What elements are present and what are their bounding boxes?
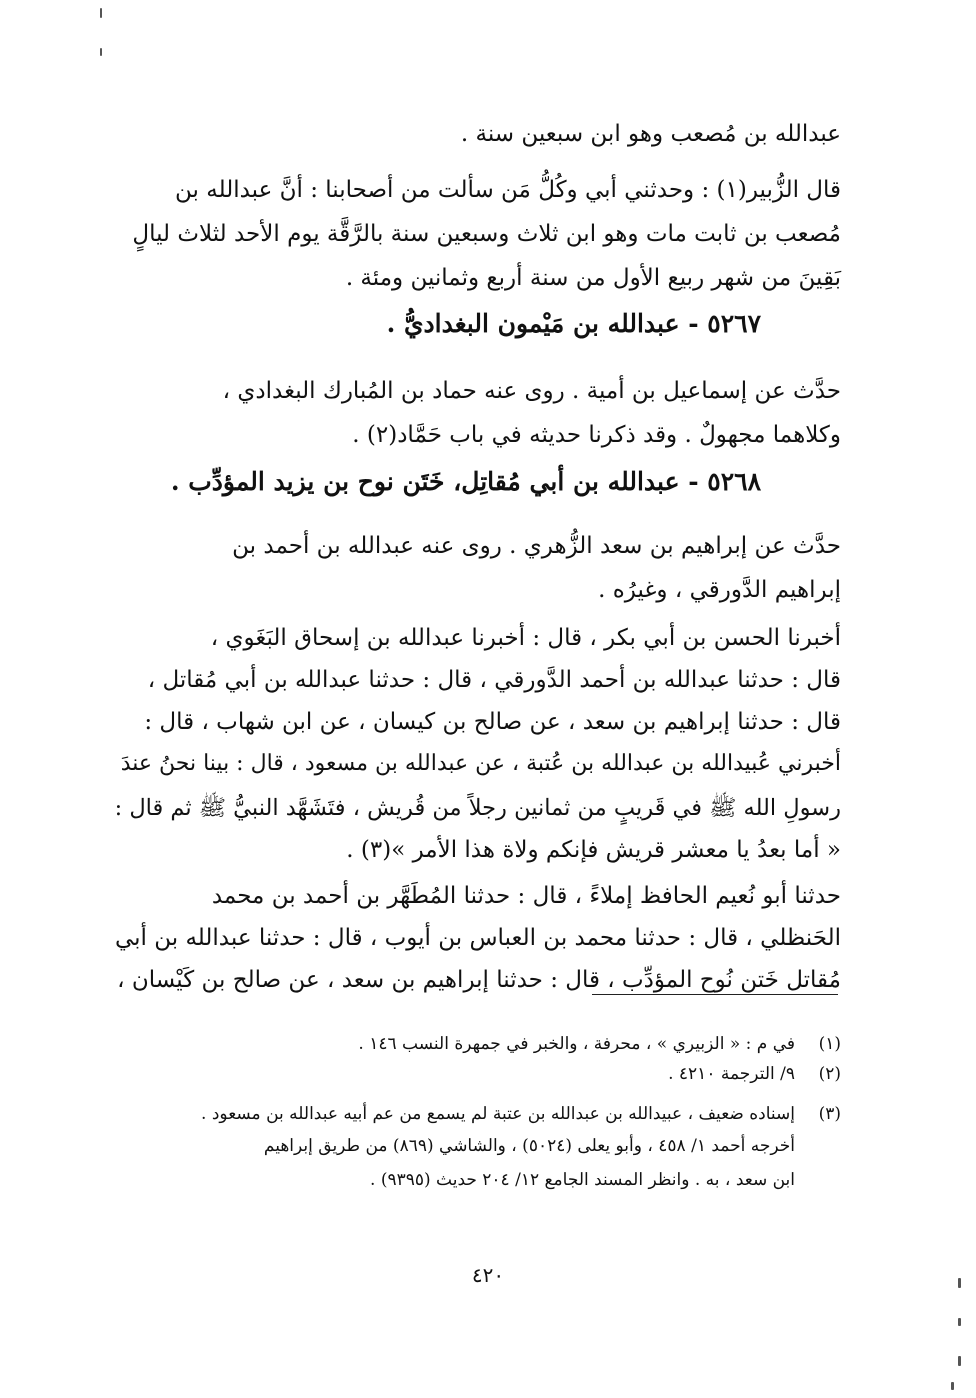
text-line: قال : حدثنا إبراهيم بن سعد ، عن صالح بن كيسان ، عن ابن شهاب ، قال : (144, 709, 841, 735)
text-line: بَقِينَ من شهر ربيع الأول من سنة أربع وثمانين ومئة . (345, 265, 841, 291)
text-line: قال الزُّبير(١) : وحدثني أبي وكُلُّ مَن سألت من أصحابنا : أنَّ عبدالله بن (175, 177, 841, 203)
footnote-number: (٣) (818, 1104, 841, 1124)
entry-heading-5267: ٥٢٦٧ - عبدالله بن مَيْمون البغداديُّ . (386, 309, 761, 338)
footnote-3-continuation: أخرجه أحمد ١/ ٤٥٨ ، وأبو يعلى (٥٠٢٤) ، والشاشي (٨٦٩) من طريق إبراهيم (263, 1136, 795, 1156)
text-line: إبراهيم الدَّورقي ، وغيرُه . (598, 577, 841, 603)
text-line: « أما بعدُ يا معشر قريش فإنكم ولاة هذا الأمر »(٣) . (346, 837, 841, 863)
text-line: حدَّث عن إسماعيل بن أمية . روى عنه حماد بن المُبارك البغدادي ، (222, 378, 841, 404)
text-line: حدَّث عن إبراهيم بن سعد الزُّهري . روى عنه عبدالله بن أحمد بن (232, 533, 841, 559)
footnote-number: (٢) (818, 1064, 841, 1084)
scan-speck (951, 1382, 954, 1390)
scan-speck (958, 1318, 961, 1326)
scan-speck (100, 48, 102, 56)
text-line: الحَنظلي ، قال : حدثنا محمد بن العباس بن أيوب ، قال : حدثنا عبدالله بن أبي (114, 925, 841, 951)
text-line: عبدالله بن مُصعب وهو ابن سبعين سنة . (460, 121, 841, 147)
scan-speck (958, 1278, 961, 1288)
footnote-text: ٩/ الترجمة ٤٢١٠ . (668, 1064, 795, 1084)
footnote-number: (١) (818, 1034, 841, 1054)
footnote-2 (668, 1060, 841, 1088)
scan-speck (100, 8, 102, 18)
text-line: رسولِ الله ﷺ في قَريبٍ من ثمانين رجلاً من قُريش ، فتَشَهَّد النبيُّ ﷺ ثم قال : (114, 795, 841, 821)
footnote-text: إسناده ضعيف ، عبيدالله بن عبدالله بن عتبة لم يسمع من عم أبيه عبدالله بن مسعود . (201, 1104, 795, 1124)
footnote-1 (358, 1030, 841, 1058)
text-line: أخبرنا الحسن بن أبي بكر ، قال : أخبرنا عبدالله بن إسحاق البَغَوي ، (210, 625, 841, 651)
text-line: أخبرني عُبيدالله بن عبدالله بن عُتبة ، عن عبدالله بن مسعود ، قال : بينا نحنُ عندَ (120, 751, 841, 776)
text-line: وكلاهما مجهولٌ . وقد ذكرنا حديثه في باب حَمَّاد(٢) . (352, 422, 841, 448)
text-line: حدثنا أبو نُعيم الحافظ إملاءً ، قال : حدثنا المُطَهَّر بن أحمد بن محمد (211, 883, 841, 909)
text-line: مُصعب بن ثابت مات وهو ابن ثلاث وسبعين سنة بالرَّقَّة يوم الأحد لثلاث ليالٍ (132, 221, 841, 247)
footnote-separator (592, 994, 838, 995)
footnote-text: في م : « الزبيري » ، محرفة ، والخبر في جمهرة النسب ١٤٦ . (358, 1034, 795, 1054)
footnote-3 (201, 1100, 841, 1128)
scan-speck (958, 1356, 961, 1366)
page-number: ٤٢٠ (471, 1263, 505, 1287)
text-line: قال : حدثنا عبدالله بن أحمد الدَّورقي ، قال : حدثنا عبدالله بن أبي مُقاتل ، (147, 667, 841, 693)
entry-heading-5268: ٥٢٦٨ - عبدالله بن أبي مُقاتِل، خَتَن نوح بن يزيد المؤدِّب . (170, 467, 761, 496)
footnote-3-continuation: ابن سعد ، به . وانظر المسند الجامع ١٢/ ٢٠٤ حديث (٩٣٩٥) . (370, 1170, 795, 1190)
text-line: مُقاتل خَتن نُوح المؤدِّب ، قال : حدثنا إبراهيم بن سعد ، عن صالح بن كَيْسان ، (117, 967, 841, 993)
